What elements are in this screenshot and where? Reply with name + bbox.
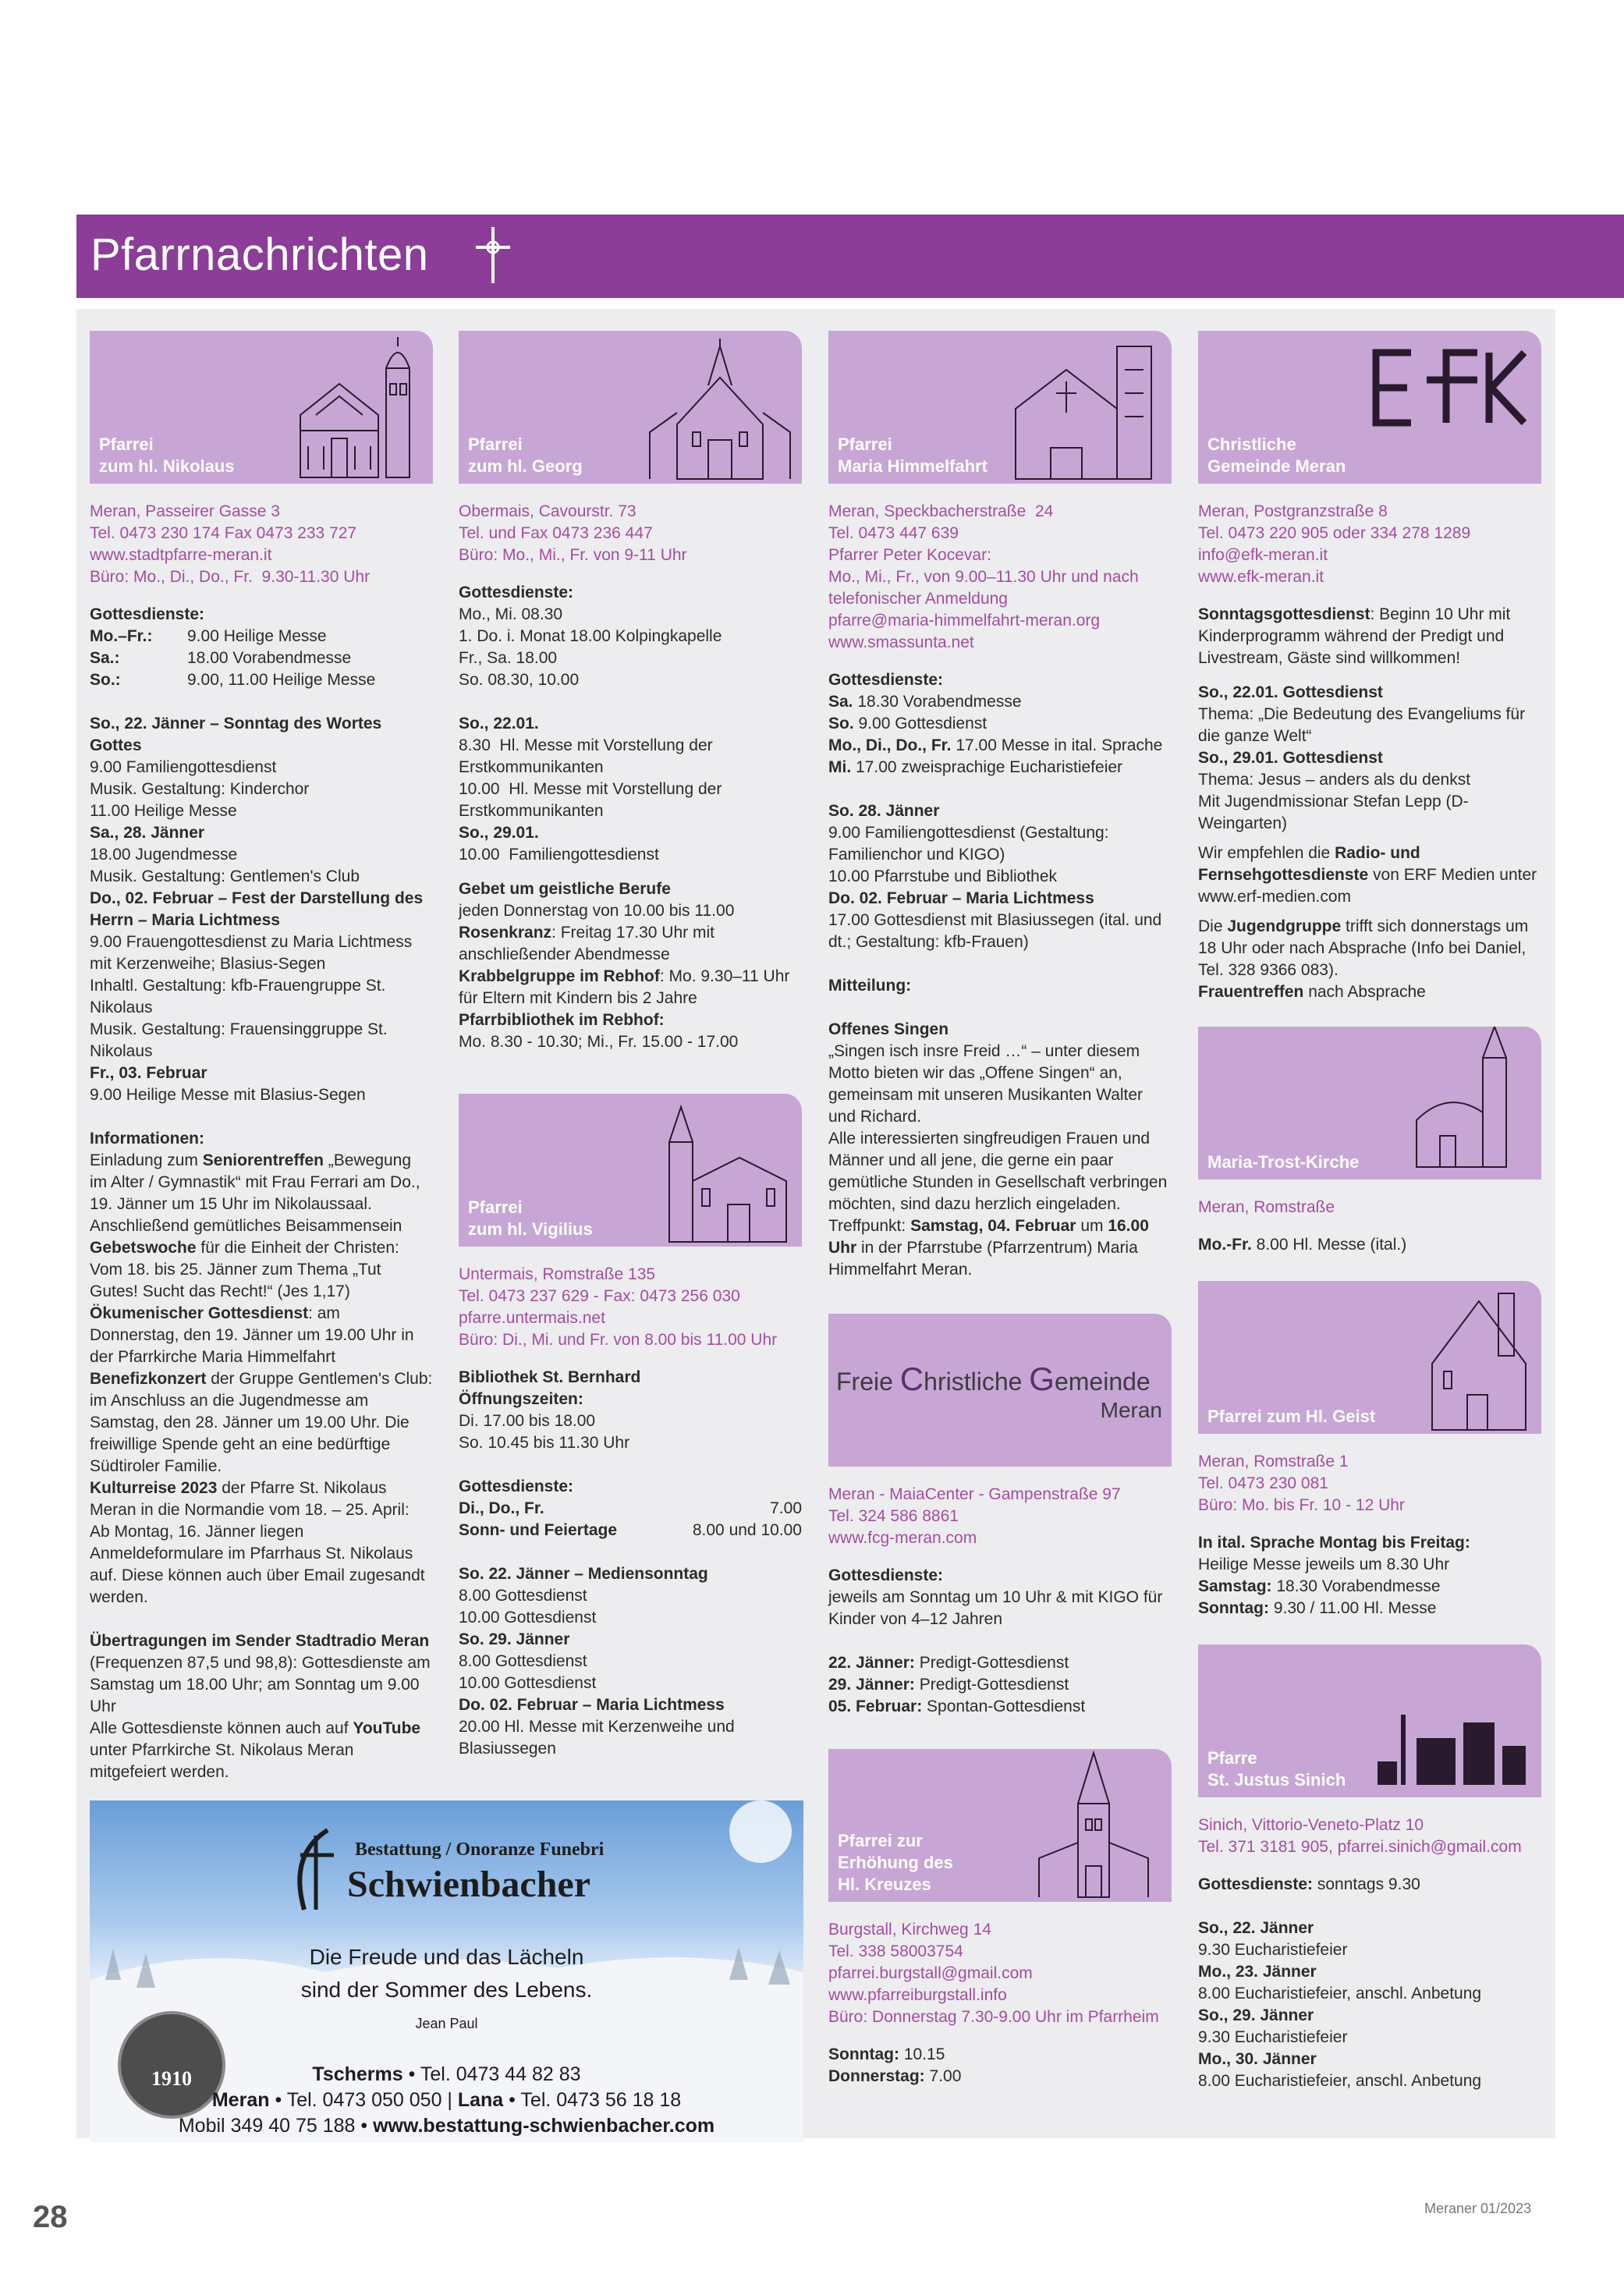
page-number: 28 (33, 2200, 68, 2234)
section-header (76, 215, 1624, 298)
services-block: Gottesdienste: Mo.–Fr.: 9.00 Heilige Messe Sa.: 18.00 Vorabendmesse So.: 9.00, 11.00 Heilige Messe So., 22. Jänner – Sonntag des Wortes Gottes 9.00 Familiengottesdienst Musik. Gestaltung: Kinderchor 11.00 Heilige Messe Sa., 28. Jänner 18.00 Jugendmesse Musik. Gestaltung: Gentlemen's Club Do., 02. Februar – Fest der Darstellung des Herrn – Maria Lichtmess 9.00 Frauengottesdienst zu Maria Lichtmess mit Kerzenweihe; Blasius-Segen Inhaltl. Gestaltung: kfb-Frauengruppe St. Nikolaus Musik. Gestaltung: Frauensinggruppe St. Nikolaus Fr., 03. Februar 9.00 Heilige Messe mit Blasius-Segen Informationen: Einladung zum Seniorentreffen „Bewegung im Alter / Gymnastik“ mit Frau Ferrari am Do., 19. Jänner um 15 Uhr im Nikolaussaal. Anschließend gemütliches Beisammensein Gebetswoche für die Einheit der Christen: Vom 18. bis 25. Jänner zum Thema „Tut Gutes! Sucht das Recht!“ (Jes 1,17) Ökumenischer Gottesdienst: am Donnerstag, den 19. Jänner um 19.00 Uhr in der Pfarrkirche Maria Himmelfahrt Benefizkonzert der Gruppe Gentlemen's Club: im Anschluss an die Jugendmesse am Samstag, den 28. Jänner um 19.00 Uhr. Die freiwillige Spende geht an eine bedürftige Südtiroler Familie. Kulturreise 2023 der Pfarre St. Nikolaus Meran in die Normandie vom 18. – 25. April: Ab Montag, 16. Jänner liegen Anmeldeformulare im Pfarrhaus St. Nikolaus auf. Diese können auch über Email zugesandt werden. Übertragungen im Sender Stadtradio Meran (Frequenzen 87,5 und 98,8): Gottesdienste am Samstag um 18.00 Uhr; am Sonntag um 9.00 Uhr Alle Gottesdienste können auch auf YouTube unter Pfarrkirche St. Nikolaus Meran mitgefeiert werden. (90, 605, 438, 1781)
contact-block: Untermais, Romstraße 135 Tel. 0473 237 629 - Fax: 0473 256 030 pfarre.untermais.net Büro: Di., Mi. und Fr. von 8.00 bis 11.00 Uhr (459, 1264, 802, 1351)
church-himmelfahrt-illustration (1008, 339, 1164, 484)
services-block: Gottesdienste: jeweils am Sonntag um 10 Uhr & mit KIGO für Kinder von 4–12 Jahren 22. Jänner: Predigt-Gottesdienst 29. Jänner: Predigt-Gottesdienst 05. Februar: Spontan-Gottesdienst (828, 1566, 1168, 1715)
parish-card-georg (459, 331, 802, 484)
website-link[interactable]: www.stadtpfarre-meran.it (90, 546, 272, 564)
services-block: Gottesdienste: Mo., Mi. 08.30 1. Do. i. Monat 18.00 Kolpingkapelle Fr., Sa. 18.00 So. 08.30, 10.00 So., 22.01. 8.30 Hl. Messe mit Vorstellung der Erstkommunikanten 10.00 Hl. Messe mit Vorstellung der Erstkommunikanten So., 29.01. 10.00 Familiengottesdienst Gebet um geistliche Berufe jeden Donnerstag von 10.00 bis 11.00 Rosenkranz: Freitag 17.30 Uhr mit anschließender Abendmesse Krabbelgruppe im Rebhof: Mo. 9.30–11 Uhr für Eltern mit Kindern bis 2 Jahre Pfarrbibliothek im Rebhof: Mo. 8.30 - 10.30; Mi., Fr. 15.00 - 17.00 (459, 584, 795, 1051)
ad-quote-author: Jean Paul (415, 2016, 478, 2031)
website-link[interactable]: www.smassunta.net (828, 633, 974, 651)
services-block: Gottesdienste: sonntags 9.30 So., 22. Jänner 9.30 Eucharistiefeier Mo., 23. Jänner 8.00 Eucharistiefeier, anschl. Anbetung So., 29. Jänner 9.30 Eucharistiefeier Mo., 30. Jänner 8.00 Eucharistiefeier, anschl. Anbetung (1198, 1875, 1482, 2090)
website-link[interactable]: www.pfarreiburgstall.info (828, 1986, 1007, 2004)
column-himmelfahrt (828, 331, 1172, 2088)
parish-card-kreuz (828, 1749, 1172, 1902)
contact-block: Meran, Romstraße 1 Tel. 0473 230 081 Büro: Mo. bis Fr. 10 - 12 Uhr (1198, 1453, 1405, 1514)
contact-block: Obermais, Cavourstr. 73 Tel. und Fax 0473 236 447 Büro: Mo., Mi., Fr. von 9-11 Uhr (459, 502, 687, 564)
efk-logo (1368, 345, 1532, 431)
funeral-advertisement[interactable] (90, 1800, 803, 2142)
card-label: Pfarre St. Justus Sinich (1207, 1748, 1346, 1790)
services-block: In ital. Sprache Montag bis Freitag: Heilige Messe jeweils um 8.30 Uhr Samstag: 18.30 Vorabendmesse Sonntag: 9.30 / 11.00 Hl. Messe (1198, 1534, 1470, 1617)
column-georg (459, 331, 802, 1760)
contact-block: Burgstall, Kirchweg 14 Tel. 338 58003754 pfarrei.burgstall@gmail.com www.pfarreiburgstall.info Büro: Donnerstag 7.30-9.00 Uhr im Pfarrheim (828, 1919, 1172, 2028)
services-block: Sonntag: 10.15 Donnerstag: 7.00 (828, 2045, 962, 2085)
parish-card-vigilius (459, 1094, 802, 1247)
card-label: Pfarrei zur Erhöhung des Hl. Kreuzes (838, 1831, 953, 1894)
email-link[interactable]: info@efk-meran.it (1198, 546, 1328, 564)
fcg-logo: Freie Christliche Gemeinde (836, 1360, 1151, 1397)
card-label: Pfarrei zum Hl. Geist (1207, 1407, 1376, 1426)
church-mariatrost-illustration (1409, 1027, 1534, 1180)
parish-card-himmelfahrt (828, 331, 1172, 484)
card-label: Pfarrei zum hl. Georg (468, 435, 583, 476)
page-title: Pfarrnachrichten (90, 229, 429, 280)
website-link[interactable]: pfarre.untermais.net (459, 1309, 605, 1327)
church-kreuz-illustration (1031, 1749, 1164, 1902)
church-vigilius-illustration (654, 1103, 794, 1243)
website-link[interactable]: www.efk-meran.it (1198, 568, 1324, 586)
cross-moon-logo (281, 1824, 343, 1917)
parish-card-nikolaus (90, 331, 433, 484)
contact-block: Meran, Speckbacherstraße 24 Tel. 0473 447 639 Pfarrer Peter Kocevar: Mo., Mi., Fr., von 9.00–11.30 Uhr und nach telefonischer Anmeldung pfarre@maria-himmelfahrt-meran.org www.smassunta.net (828, 501, 1172, 654)
column-nikolaus (90, 331, 438, 1783)
church-sinich-illustration (1370, 1699, 1534, 1793)
contact-block: Meran, Romstraße (1198, 1198, 1335, 1216)
column-efk (1198, 331, 1541, 2092)
contact-block: Meran - MaiaCenter - Gampenstraße 97 Tel. 324 586 8861 www.fcg-meran.com (828, 1484, 1172, 1549)
parish-card-sinich (1198, 1644, 1541, 1797)
services-block: Mo.-Fr. 8.00 Hl. Messe (ital.) (1198, 1236, 1407, 1254)
website-link[interactable]: www.fcg-meran.com (828, 1529, 977, 1547)
ad-quote: Die Freude und das Lächeln sind der Sommer des Lebens. (300, 1945, 593, 2002)
church-nikolaus-illustration (293, 337, 425, 482)
church-georg-illustration (646, 339, 794, 484)
fcg-card (828, 1314, 1172, 1467)
card-label: Pfarrei Maria Himmelfahrt (838, 435, 988, 476)
issue-label: Meraner 01/2023 (1424, 2201, 1532, 2216)
church-hlgeist-illustration (1424, 1286, 1534, 1434)
fcg-logo-city: Meran (1100, 1398, 1162, 1422)
services-block: Sonntagsgottesdienst: Beginn 10 Uhr mit Kinderprogramm während der Predigt und Livestream, Gäste sind willkommen! So., 22.01. Gottesdienst Thema: „Die Bedeutung des Evangeliums für die ganze Welt“ So., 29.01. Gottesdienst Thema: Jesus – anders als du denkst Mit Jugendmissionar Stefan Lepp (D-Weingarten) Wir empfehlen die Radio- und Fernsehgottesdienste von ERF Medien unter www.erf-medien.com Die Jugendgruppe trifft sich donnerstags um 18 Uhr oder nach Absprache (Info bei Daniel, Tel. 328 9366 083). Frauentreffen nach Absprache (1198, 605, 1541, 1001)
email-link[interactable]: pfarre@maria-himmelfahrt-meran.org (828, 612, 1101, 630)
parish-card-efk (1198, 331, 1541, 484)
services-block: Gottesdienste: Sa. 18.30 Vorabendmesse So. 9.00 Gottesdienst Mo., Di., Do., Fr. 17.00 Messe in ital. Sprache Mi. 17.00 zweisprachige Eucharistiefeier So. 28. Jänner 9.00 Familiengottesdienst (Gestaltung: Familienchor und KIGO) 10.00 Pfarrstube und Bibliothek Do. 02. Februar – Maria Lichtmess 17.00 Gottesdienst mit Blasiussegen (ital. und dt.; Gestaltung: kfb-Frauen) Mitteilung: Offenes Singen „Singen isch insre Freid …“ – unter diesem Motto bieten wir das „Offene Singen“ an, gemeinsam mit unseren Musikanten Walter und Richard. Alle interessierten singfreudigen Frauen und Männer und all jene, die gerne ein paar gemütliche Stunden in Gesellschaft verbringen möchten, sind dazu herzlich eingeladen. Treffpunkt: Samstag, 04. Februar um 16.00 Uhr in der Pfarrstube (Pfarrzentrum) Maria Himmelfahrt Meran. (828, 671, 1168, 1279)
card-label: Maria-Trost-Kirche (1207, 1152, 1360, 1172)
ad-brand-subtitle: Bestattung / Onoranze Funebri (355, 1839, 605, 1860)
card-label: Christliche Gemeinde Meran (1207, 435, 1346, 476)
ad-seal: 1910 (118, 2011, 225, 2119)
card-label: Pfarrei zum hl. Vigilius (468, 1197, 593, 1239)
contact-block: Meran, Postgranzstraße 8 Tel. 0473 220 905 oder 334 278 1289 info@efk-meran.it www.efk-meran.it (1198, 501, 1541, 588)
card-label: Pfarrei zum hl. Nikolaus (99, 435, 235, 476)
contact-block: Sinich, Vittorio-Veneto-Platz 10 Tel. 371 3181 905, pfarrei.sinich@gmail.com (1198, 1816, 1522, 1856)
cross-icon (473, 224, 513, 286)
contact-block: Meran, Passeirer Gasse 3 Tel. 0473 230 174 Fax 0473 233 727 www.stadtpfarre-meran.it Büro: Mo., Di., Do., Fr. 9.30-11.30 Uhr (90, 501, 433, 588)
email-link[interactable]: pfarrei.burgstall@gmail.com (828, 1964, 1033, 1982)
ad-contact: Tscherms • Tel. 0473 44 82 83 Meran • Tel. 0473 050 050 | Lana • Tel. 0473 56 18 18 Mobil 349 40 75 188 • www.bestattung-schwienbacher.com (178, 2063, 715, 2137)
services-block: Bibliothek St. Bernhard Öffnungszeiten: Di. 17.00 bis 18.00 So. 10.45 bis 11.30 Uhr Gottesdienste: Di., Do., Fr. 7.00 Sonn- und Feiertage 8.00 und 10.00 So. 22. Jänner – Mediensonntag 8.00 Gottesdienst 10.00 Gottesdienst So. 29. Jänner 8.00 Gottesdienst 10.00 Gottesdienst Do. 02. Februar – Maria Lichtmess 20.00 Hl. Messe mit Kerzenweihe und Blasiussegen (459, 1368, 802, 1758)
ad-brand-name: Schwienbacher (347, 1864, 590, 1905)
parish-card-mariatrost (1198, 1027, 1541, 1180)
parish-card-hlgeist (1198, 1281, 1541, 1434)
